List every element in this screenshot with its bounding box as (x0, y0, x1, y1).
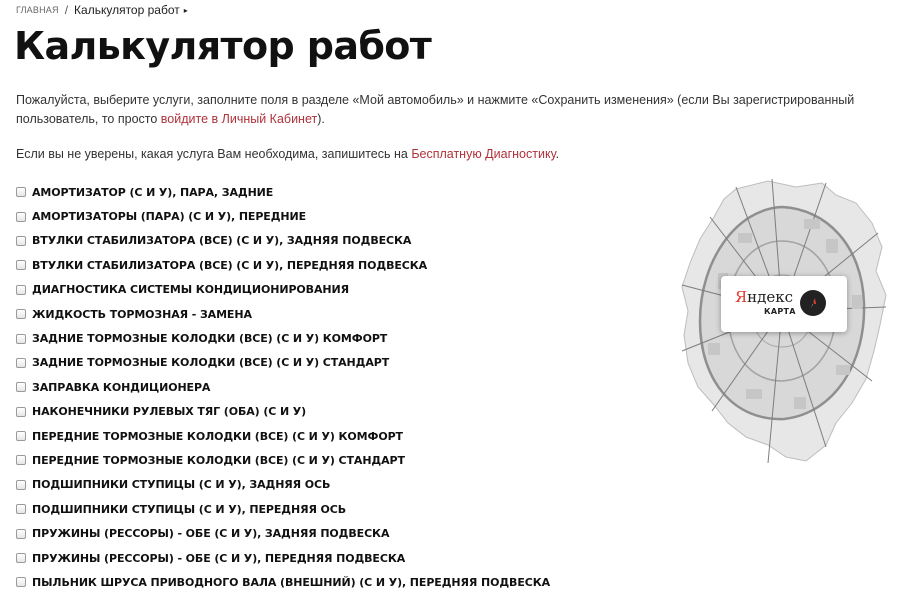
service-checkbox[interactable] (16, 309, 26, 319)
service-item[interactable] (16, 546, 550, 570)
page-title: Калькулятор работ (14, 24, 432, 68)
breadcrumb-home-link[interactable]: ГЛАВНАЯ (16, 5, 59, 15)
service-label: ПЕРЕДНИЕ ТОРМОЗНЫЕ КОЛОДКИ (ВСЕ) (С И У) СТАНДАРТ (32, 453, 405, 467)
service-checkbox[interactable] (16, 553, 26, 563)
intro-text (16, 91, 888, 129)
service-checkbox[interactable] (16, 187, 26, 197)
service-checkbox[interactable] (16, 260, 26, 270)
diagnostics-text-after: . (555, 147, 560, 161)
service-item[interactable] (16, 448, 550, 472)
service-checkbox[interactable] (16, 358, 26, 368)
service-label: ПОДШИПНИКИ СТУПИЦЫ (С И У), ЗАДНЯЯ ОСЬ (32, 478, 331, 492)
service-item[interactable] (16, 375, 550, 399)
service-item[interactable] (16, 424, 550, 448)
service-item[interactable] (16, 278, 550, 302)
service-item[interactable] (16, 180, 550, 204)
service-checkbox[interactable] (16, 504, 26, 514)
services-list (16, 180, 550, 595)
yandex-logo-rest: ндекс (747, 288, 794, 306)
service-label: ЗАДНИЕ ТОРМОЗНЫЕ КОЛОДКИ (ВСЕ) (С И У) СТАНДАРТ (32, 356, 390, 370)
breadcrumb-separator: / (64, 3, 69, 17)
service-item[interactable] (16, 253, 550, 277)
breadcrumb-arrow-icon: ▸ (183, 5, 188, 15)
service-item[interactable] (16, 497, 550, 521)
service-checkbox[interactable] (16, 431, 26, 441)
service-checkbox[interactable] (16, 212, 26, 222)
service-checkbox[interactable] (16, 407, 26, 417)
service-label: ПОДШИПНИКИ СТУПИЦЫ (С И У), ПЕРЕДНЯЯ ОСЬ (32, 502, 347, 516)
service-label: ПЫЛЬНИК ШРУСА ПРИВОДНОГО ВАЛА (ВНЕШНИЙ) (С И У), ПЕРЕДНЯЯ ПОДВЕСКА (32, 575, 551, 589)
yandex-maps-badge[interactable] (721, 276, 847, 332)
diagnostics-note (16, 145, 559, 164)
service-item[interactable] (16, 570, 550, 594)
service-item[interactable] (16, 400, 550, 424)
service-label: АМОРТИЗАТОР (С И У), ПАРА, ЗАДНИЕ (32, 185, 274, 199)
service-label: ЗАДНИЕ ТОРМОЗНЫЕ КОЛОДКИ (ВСЕ) (С И У) КОМФОРТ (32, 332, 388, 346)
service-item[interactable] (16, 302, 550, 326)
breadcrumb-current: Калькулятор работ (74, 3, 180, 17)
intro-text-before: Пожалуйста, выберите услуги, заполните поля в разделе «Мой автомобиль» и нажмите «Сохранить изменения» (если Вы зарегистрированный пользователь, то просто (16, 93, 855, 126)
service-checkbox[interactable] (16, 236, 26, 246)
service-label: ЗАПРАВКА КОНДИЦИОНЕРА (32, 380, 211, 394)
service-item[interactable] (16, 521, 550, 545)
yandex-logo-text (735, 288, 793, 306)
service-item[interactable] (16, 326, 550, 350)
service-checkbox[interactable] (16, 285, 26, 295)
service-checkbox[interactable] (16, 529, 26, 539)
service-checkbox[interactable] (16, 334, 26, 344)
diagnostics-text-before: Если вы не уверены, какая услуга Вам необходима, запишитесь на (16, 147, 412, 161)
service-checkbox[interactable] (16, 577, 26, 587)
service-label: НАКОНЕЧНИКИ РУЛЕВЫХ ТЯГ (ОБА) (С И У) (32, 405, 307, 419)
intro-text-after: ). (317, 112, 325, 126)
service-item[interactable] (16, 229, 550, 253)
service-checkbox[interactable] (16, 480, 26, 490)
service-label: ПЕРЕДНИЕ ТОРМОЗНЫЕ КОЛОДКИ (ВСЕ) (С И У) КОМФОРТ (32, 429, 403, 443)
service-item[interactable] (16, 204, 550, 228)
yandex-maps-subtitle: КАРТА (764, 307, 796, 316)
service-label: ВТУЛКИ СТАБИЛИЗАТОРА (ВСЕ) (С И У), ПЕРЕДНЯЯ ПОДВЕСКА (32, 258, 428, 272)
login-link[interactable]: войдите в Личный Кабинет (160, 112, 318, 126)
service-label: ПРУЖИНЫ (РЕССОРЫ) - ОБЕ (С И У), ЗАДНЯЯ ПОДВЕСКА (32, 527, 390, 541)
service-checkbox[interactable] (16, 455, 26, 465)
service-label: АМОРТИЗАТОРЫ (ПАРА) (С И У), ПЕРЕДНИЕ (32, 210, 307, 224)
service-label: ДИАГНОСТИКА СИСТЕМЫ КОНДИЦИОНИРОВАНИЯ (32, 283, 349, 297)
free-diagnostics-link[interactable]: Бесплатную Диагностику (411, 147, 556, 161)
service-item[interactable] (16, 473, 550, 497)
breadcrumb (16, 3, 188, 17)
service-label: ВТУЛКИ СТАБИЛИЗАТОРА (ВСЕ) (С И У), ЗАДНЯЯ ПОДВЕСКА (32, 234, 412, 248)
service-checkbox[interactable] (16, 382, 26, 392)
service-item[interactable] (16, 351, 550, 375)
service-label: ПРУЖИНЫ (РЕССОРЫ) - ОБЕ (С И У), ПЕРЕДНЯЯ ПОДВЕСКА (32, 551, 406, 565)
compass-icon (800, 290, 826, 316)
service-label: ЖИДКОСТЬ ТОРМОЗНАЯ - ЗАМЕНА (32, 307, 252, 321)
yandex-logo-first-letter: Я (735, 288, 748, 306)
